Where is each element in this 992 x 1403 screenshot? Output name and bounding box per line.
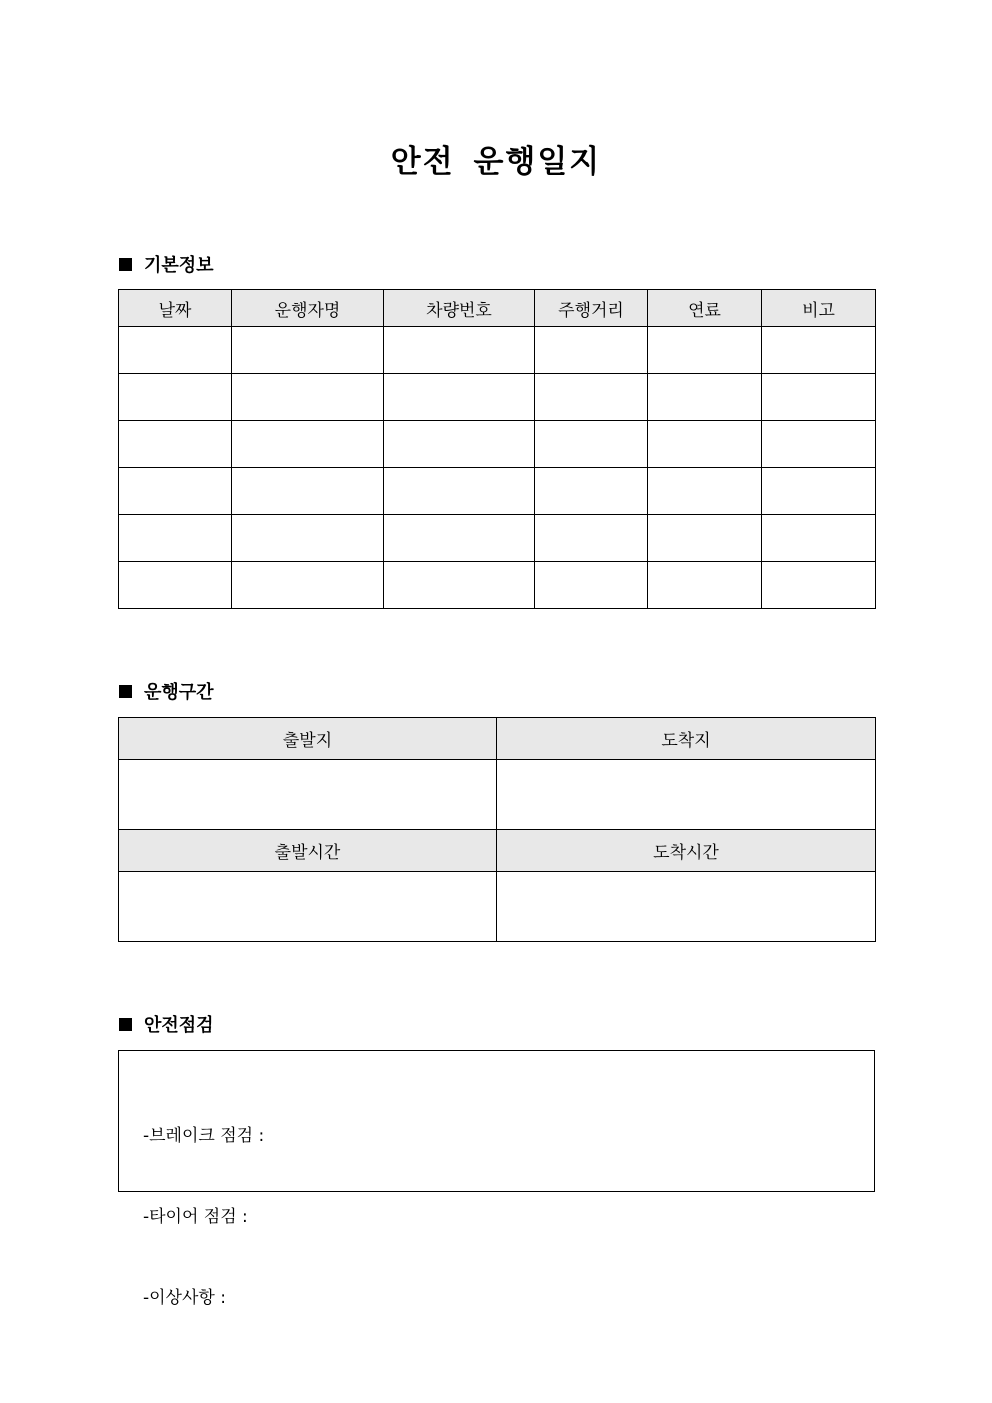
column-header-date: 날짜 bbox=[119, 290, 232, 327]
table-cell-mileage[interactable] bbox=[535, 327, 648, 374]
table-cell-date[interactable] bbox=[119, 421, 232, 468]
table-cell-fuel[interactable] bbox=[648, 468, 762, 515]
table-cell-driver-name[interactable] bbox=[232, 421, 384, 468]
check-item-issues: -이상사항 : bbox=[143, 1288, 226, 1308]
section-heading-route bbox=[119, 679, 214, 703]
section-heading-label: 기본정보 bbox=[144, 255, 214, 276]
time-value-row bbox=[119, 872, 876, 942]
table-row bbox=[119, 421, 876, 468]
table-cell-remarks[interactable] bbox=[762, 515, 876, 562]
column-header-remarks: 비고 bbox=[762, 290, 876, 327]
basic-info-table bbox=[118, 289, 876, 609]
table-cell-fuel[interactable] bbox=[648, 327, 762, 374]
table-cell-mileage[interactable] bbox=[535, 421, 648, 468]
table-cell-vehicle-number[interactable] bbox=[384, 421, 535, 468]
departure-field[interactable] bbox=[119, 760, 497, 830]
arrival-time-field[interactable] bbox=[497, 872, 876, 942]
table-cell-remarks[interactable] bbox=[762, 421, 876, 468]
table-cell-date[interactable] bbox=[119, 374, 232, 421]
table-cell-driver-name[interactable] bbox=[232, 562, 384, 609]
check-item-tire: -타이어 점검 : bbox=[143, 1207, 248, 1227]
column-header-fuel: 연료 bbox=[648, 290, 762, 327]
route-header-row bbox=[119, 718, 876, 760]
table-row bbox=[119, 374, 876, 421]
table-cell-vehicle-number[interactable] bbox=[384, 468, 535, 515]
table-row bbox=[119, 562, 876, 609]
square-bullet-icon bbox=[119, 685, 132, 698]
table-row bbox=[119, 327, 876, 374]
check-item-brake: -브레이크 점검 : bbox=[143, 1126, 265, 1146]
section-heading-label: 운행구간 bbox=[144, 682, 214, 703]
table-cell-mileage[interactable] bbox=[535, 374, 648, 421]
section-heading-basic-info bbox=[119, 252, 214, 276]
table-cell-mileage[interactable] bbox=[535, 468, 648, 515]
table-cell-vehicle-number[interactable] bbox=[384, 374, 535, 421]
table-cell-date[interactable] bbox=[119, 515, 232, 562]
square-bullet-icon bbox=[119, 258, 132, 271]
table-cell-remarks[interactable] bbox=[762, 327, 876, 374]
table-header-row bbox=[119, 290, 876, 327]
table-cell-driver-name[interactable] bbox=[232, 515, 384, 562]
column-header-vehicle-number: 차량번호 bbox=[384, 290, 535, 327]
table-cell-remarks[interactable] bbox=[762, 374, 876, 421]
departure-label: 출발지 bbox=[119, 718, 497, 760]
table-cell-driver-name[interactable] bbox=[232, 374, 384, 421]
table-cell-driver-name[interactable] bbox=[232, 327, 384, 374]
departure-time-label: 출발시간 bbox=[119, 830, 497, 872]
table-cell-driver-name[interactable] bbox=[232, 468, 384, 515]
table-cell-mileage[interactable] bbox=[535, 515, 648, 562]
column-header-driver-name: 운행자명 bbox=[232, 290, 384, 327]
table-cell-vehicle-number[interactable] bbox=[384, 515, 535, 562]
arrival-label: 도착지 bbox=[497, 718, 876, 760]
safety-check-list bbox=[143, 1069, 264, 1366]
square-bullet-icon bbox=[119, 1018, 132, 1031]
table-cell-remarks[interactable] bbox=[762, 562, 876, 609]
table-cell-fuel[interactable] bbox=[648, 421, 762, 468]
section-heading-label: 안전점검 bbox=[144, 1015, 214, 1036]
route-table bbox=[118, 717, 876, 942]
table-cell-date[interactable] bbox=[119, 327, 232, 374]
table-cell-remarks[interactable] bbox=[762, 468, 876, 515]
route-value-row bbox=[119, 760, 876, 830]
table-row bbox=[119, 468, 876, 515]
safety-check-box[interactable] bbox=[118, 1050, 875, 1308]
table-cell-vehicle-number[interactable] bbox=[384, 562, 535, 609]
table-cell-mileage[interactable] bbox=[535, 562, 648, 609]
document-title: 안전 운행일지 bbox=[390, 144, 602, 180]
table-cell-fuel[interactable] bbox=[648, 515, 762, 562]
time-header-row bbox=[119, 830, 876, 872]
table-cell-vehicle-number[interactable] bbox=[384, 327, 535, 374]
table-cell-date[interactable] bbox=[119, 468, 232, 515]
section-heading-safety-check bbox=[119, 1012, 214, 1036]
table-row bbox=[119, 515, 876, 562]
table-cell-fuel[interactable] bbox=[648, 374, 762, 421]
arrival-time-label: 도착시간 bbox=[497, 830, 876, 872]
departure-time-field[interactable] bbox=[119, 872, 497, 942]
arrival-field[interactable] bbox=[497, 760, 876, 830]
table-cell-fuel[interactable] bbox=[648, 562, 762, 609]
column-header-mileage: 주행거리 bbox=[535, 290, 648, 327]
table-cell-date[interactable] bbox=[119, 562, 232, 609]
